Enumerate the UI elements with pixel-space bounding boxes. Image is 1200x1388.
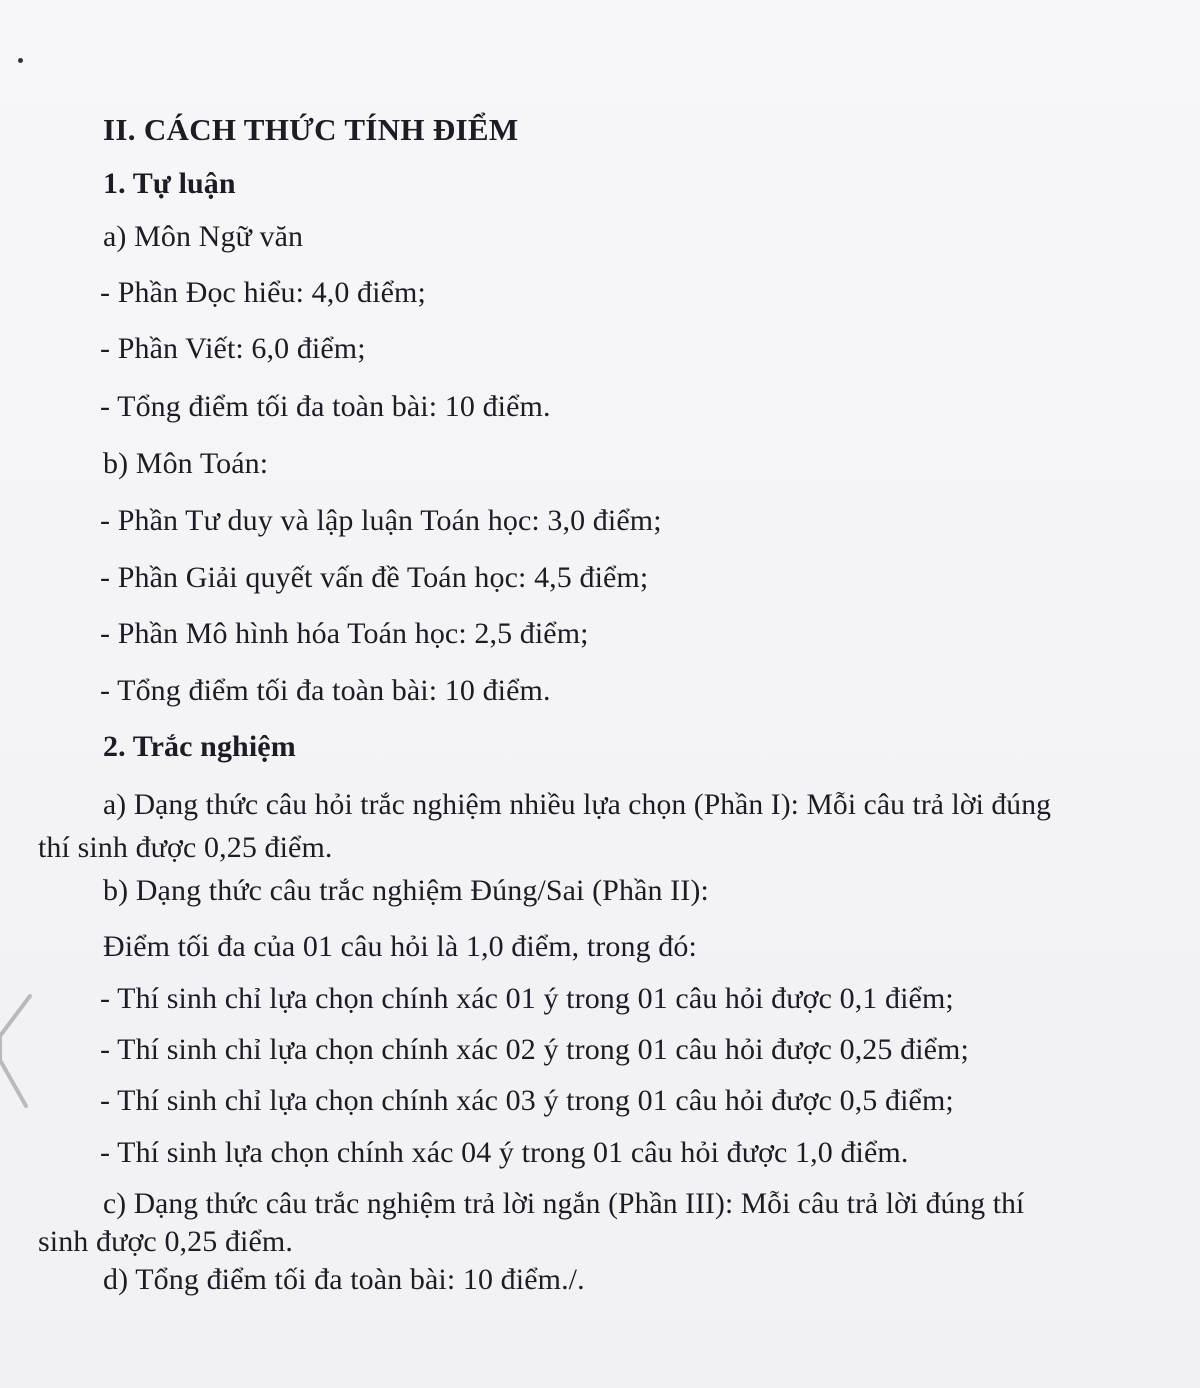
- part1-b-item: - Phần Giải quyết vấn đề Toán học: 4,5 điểm;: [100, 561, 649, 594]
- part2-b-item: - Thí sinh lựa chọn chính xác 04 ý trong 01 câu hỏi được 1,0 điểm.: [100, 1136, 909, 1169]
- part2-a-line1: a) Dạng thức câu hỏi trắc nghiệm nhiều lựa chọn (Phần I): Mỗi câu trả lời đúng: [103, 789, 1051, 821]
- part2-b-intro: Điểm tối đa của 01 câu hỏi là 1,0 điểm, trong đó:: [103, 930, 697, 963]
- part1-b-item: - Phần Mô hình hóa Toán học: 2,5 điểm;: [100, 617, 589, 650]
- part2-b-item: - Thí sinh chỉ lựa chọn chính xác 02 ý trong 01 câu hỏi được 0,25 điểm;: [100, 1033, 969, 1066]
- part1-b-label: b) Môn Toán:: [103, 447, 269, 480]
- part2-c-line2: sinh được 0,25 điểm.: [38, 1225, 293, 1258]
- part1-a-item: - Phần Viết: 6,0 điểm;: [100, 332, 366, 365]
- speck-mark: [18, 58, 23, 63]
- part1-a-item: - Phần Đọc hiểu: 4,0 điểm;: [100, 276, 426, 309]
- part1-heading: 1. Tự luận: [103, 167, 236, 200]
- part2-b-item: - Thí sinh chỉ lựa chọn chính xác 01 ý trong 01 câu hỏi được 0,1 điểm;: [100, 982, 954, 1015]
- part2-a-line2: thí sinh được 0,25 điểm.: [38, 831, 333, 864]
- section-title: II. CÁCH THỨC TÍNH ĐIỂM: [103, 112, 519, 147]
- part2-heading: 2. Trắc nghiệm: [103, 730, 296, 763]
- part1-b-item: - Tổng điểm tối đa toàn bài: 10 điểm.: [100, 674, 551, 707]
- part1-a-item: - Tổng điểm tối đa toàn bài: 10 điểm.: [100, 390, 551, 423]
- part2-b-item: - Thí sinh chỉ lựa chọn chính xác 03 ý trong 01 câu hỏi được 0,5 điểm;: [100, 1084, 954, 1117]
- part2-d-line: d) Tổng điểm tối đa toàn bài: 10 điểm./.: [103, 1263, 585, 1296]
- chevron-left-icon[interactable]: [0, 990, 40, 1110]
- part1-b-item: - Phần Tư duy và lập luận Toán học: 3,0 điểm;: [100, 504, 662, 537]
- part2-b-label: b) Dạng thức câu trắc nghiệm Đúng/Sai (Phần II):: [103, 874, 709, 907]
- part1-a-label: a) Môn Ngữ văn: [103, 220, 304, 253]
- part2-c-line1: c) Dạng thức câu trắc nghiệm trả lời ngắn (Phần III): Mỗi câu trả lời đúng thí: [103, 1188, 1025, 1220]
